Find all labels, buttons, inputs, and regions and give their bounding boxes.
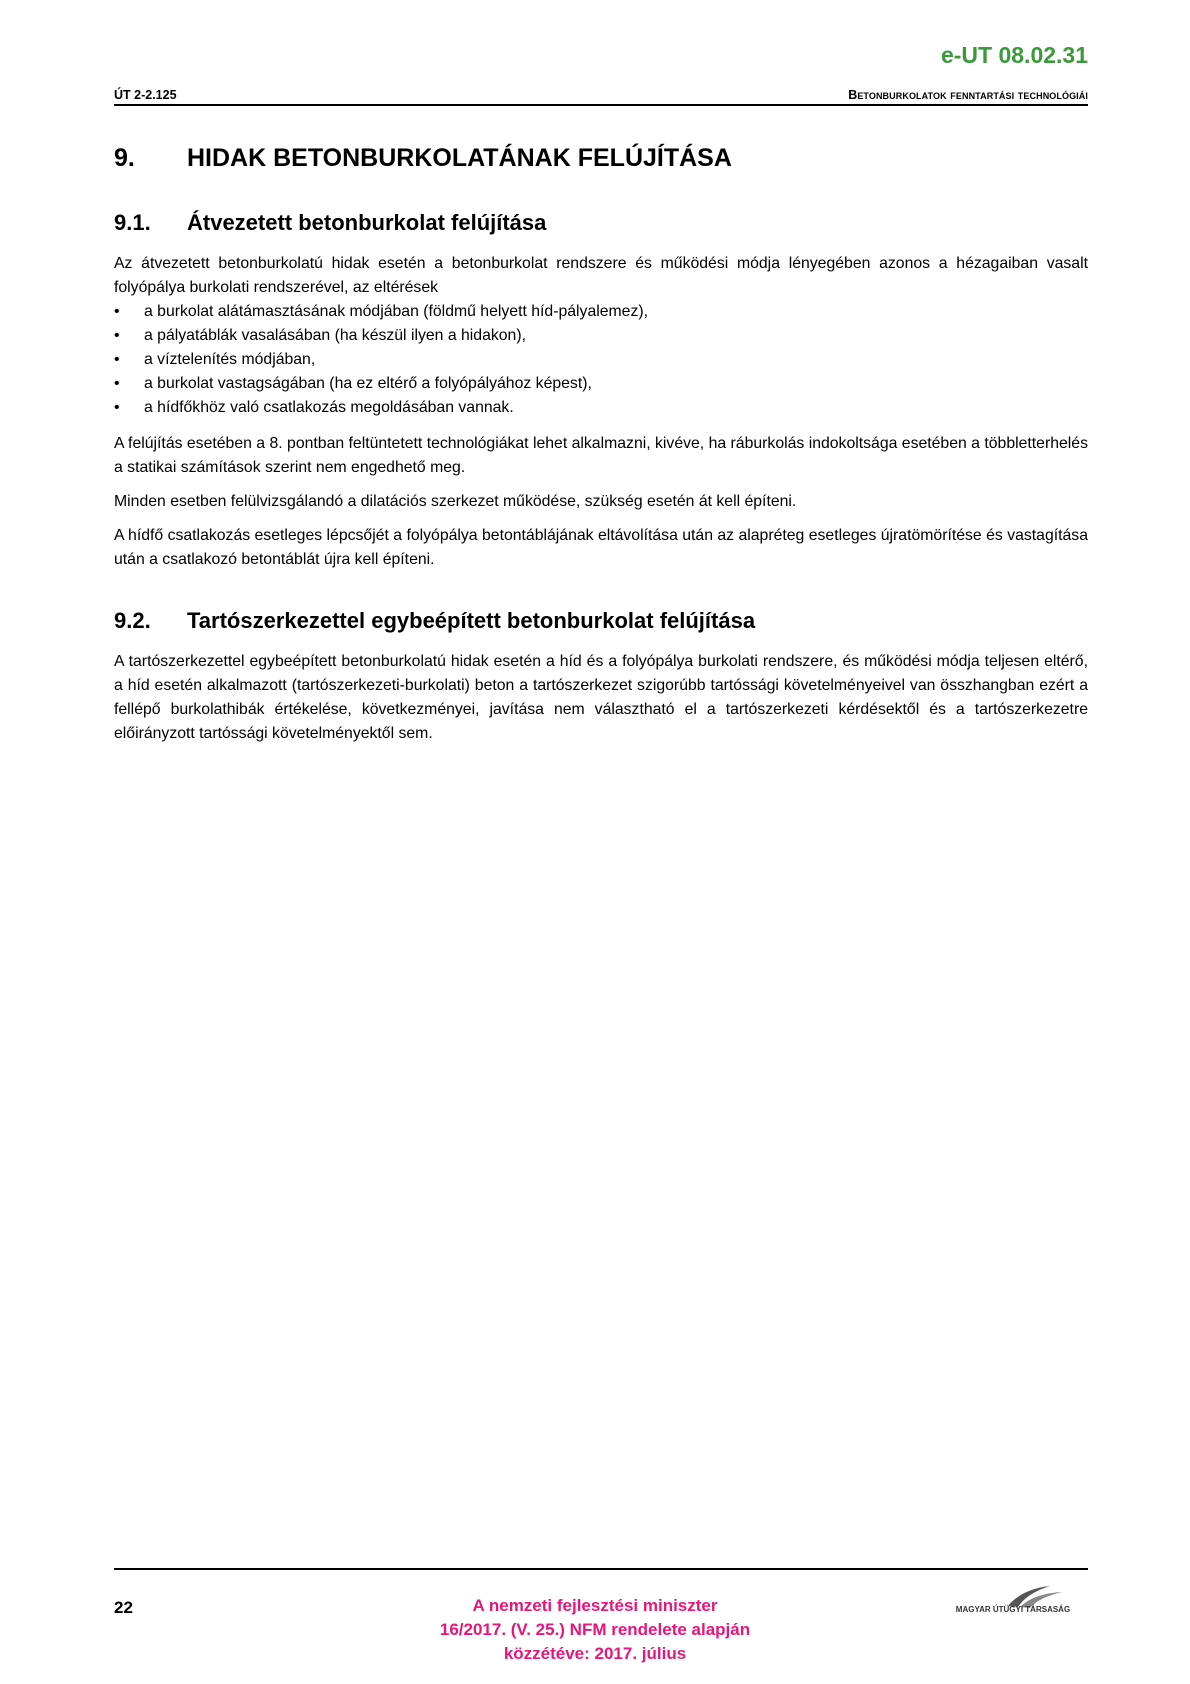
footer-line-3: közzétéve: 2017. július xyxy=(503,1644,687,1663)
section-9-1-paragraph-3: A hídfő csatlakozás esetleges lépcsőjét a folyópálya betontáblájának eltávolítása után az alapréteg esetleges újratömörítése és vastagítása után a csatlakozó betontáblát újra kell építeni. xyxy=(114,527,1088,568)
document-code: e-UT 08.02.31 xyxy=(940,42,1088,68)
section-9-1-body xyxy=(114,252,1088,420)
page-number: 22 xyxy=(114,1598,133,1617)
section-9-1-number: 9.1. xyxy=(114,210,151,235)
section-9-1-bullet-list xyxy=(114,300,1088,420)
list-item: • a pályatáblák vasalásában (ha készül ilyen a hidakon), xyxy=(114,324,1088,348)
footer-line-2: 16/2017. (V. 25.) NFM rendelete alapján xyxy=(439,1620,751,1639)
section-9-2-paragraph-1: A tartószerkezettel egybeépített betonburkolatú hidak esetén a híd és a folyópálya burkolati rendszere, és működési módja teljesen eltérő, a híd esetén alkalmazott (tartószerkezeti-burkolati) beton a tartószerkezet szigorúbb tartóssági követelményeivel van összhangban ezért a fellépő burkolathibák értékelése, következményei, javítása nem választható el a tartószerkezeti kérdésektől és a tartószerkezetre előirányzott tartóssági követelményektől sem. xyxy=(114,653,1088,742)
list-item: • a víztelenítés módjában, xyxy=(114,348,1088,372)
section-9-1-paragraph-1: A felújítás esetében a 8. pontban feltüntetett technológiákat lehet alkalmazni, kivéve, ha ráburkolás indokoltsága esetében a többletterhelés a statikai számítások szerint nem engedhető meg. xyxy=(114,435,1088,476)
header-document-title: Betonburkolatok fenntartási technológiái xyxy=(848,88,1088,102)
footer-publication-note xyxy=(395,1594,795,1666)
section-9-title: HIDAK BETONBURKOLATÁNAK FELÚJÍTÁSA xyxy=(187,144,732,172)
header-standard-number: ÚT 2-2.125 xyxy=(114,88,177,102)
section-9-heading xyxy=(114,144,732,173)
section-9-1-paragraph-2: Minden esetben felülvizsgálandó a dilatációs szerkezet működése, szükség esetén át kell építeni. xyxy=(114,493,797,510)
section-9-2-number: 9.2. xyxy=(114,608,151,633)
association-logo xyxy=(938,1582,1088,1618)
section-9-1-intro: Az átvezetett betonburkolatú hidak esetén a betonburkolat rendszere és működési módja lényegében azonos a hézagaiban vasalt folyópálya burkolati rendszerével, az eltérések xyxy=(114,255,1088,296)
list-item: • a hídfőkhöz való csatlakozás megoldásában vannak. xyxy=(114,396,1088,420)
section-9-2-heading xyxy=(114,608,755,634)
section-9-2-title: Tartószerkezettel egybeépített betonburkolat felújítása xyxy=(187,608,756,633)
footer-line-1: A nemzeti fejlesztési miniszter xyxy=(472,1596,718,1615)
section-9-1-heading xyxy=(114,210,546,236)
footer-rule xyxy=(114,1568,1088,1570)
logo-text: MAGYAR ÚTÜGYI TÁRSASÁG xyxy=(955,1605,1071,1614)
list-item: • a burkolat vastagságában (ha ez eltérő a folyópályához képest), xyxy=(114,372,1088,396)
list-item: • a burkolat alátámasztásának módjában (földmű helyett híd-pályalemez), xyxy=(114,300,1088,324)
section-9-1-title: Átvezetett betonburkolat felújítása xyxy=(187,210,547,235)
header-rule xyxy=(114,104,1088,106)
section-9-number: 9. xyxy=(114,144,135,172)
